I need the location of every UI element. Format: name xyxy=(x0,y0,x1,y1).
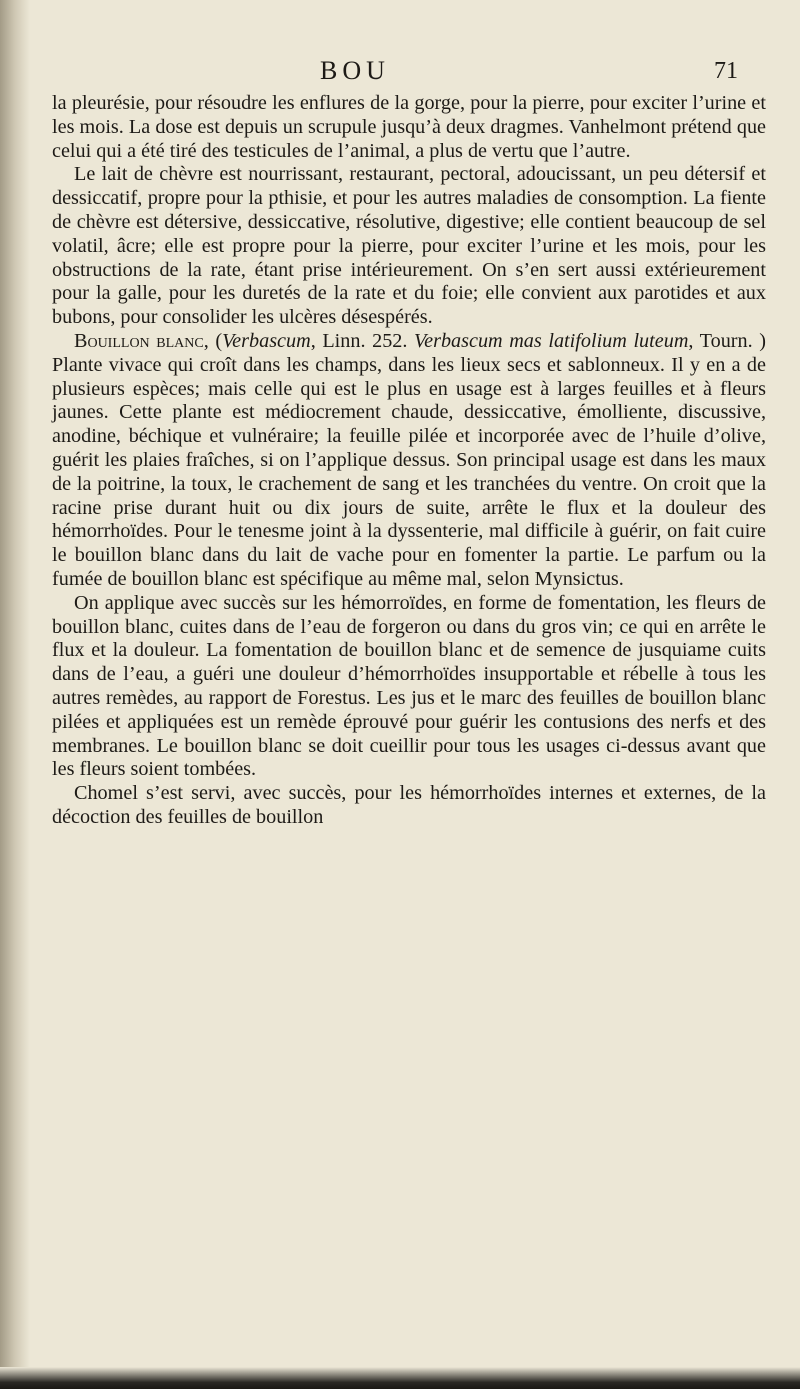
entry-headword: Bouillon blanc xyxy=(74,329,204,352)
paragraph-chomel: Chomel s’est servi, avec succès, pour les hémorrhoïdes internes et externes, de la décoction des feuilles de bouillon xyxy=(52,782,766,828)
body-text xyxy=(52,92,766,830)
paragraph-pleurisy-continuation: la pleurésie, pour résoudre les enflures de la gorge, pour la pierre, pour exciter l’urine et les mois. La dose est depuis un scrupule jusqu’à deux dragmes. Vanhelmont prétend que celui qui a été tiré des testicules de l’animal, a plus de vertu que l’autre. xyxy=(52,92,766,162)
latin-name-tournefort: Verbascum mas latifolium luteum xyxy=(414,329,689,352)
page-number: 71 xyxy=(714,58,738,84)
page-bottom-edge xyxy=(0,1367,800,1389)
entry-open: , ( xyxy=(203,329,223,352)
page-header xyxy=(0,56,800,96)
paragraph-hemorrhoid-remedies: On applique avec succès sur les hémorroïdes, en forme de fomentation, les fleurs de bouillon blanc, cuites dans de l’eau de forgeron ou dans du gros vin; ce qui en arrête le flux et la douleur. La fomentation de bouillon blanc et de semence de jusquiame cuits dans de l’eau, a guéri une douleur d’hémorrhoïdes insupportable et rébelle à tous les autres remèdes, au rapport de Forestus. Les jus et le marc des feuilles de bouillon blanc pilées et appliquées est un remède éprouvé pour guérir les contusions des nerfs et des membranes. Le bouillon blanc se doit cueillir pour tous les usages ci-dessus avant que les fleurs soient tombées. xyxy=(52,591,766,781)
reference-tournefort: , Tourn. ) xyxy=(688,329,766,352)
paragraph-bouillon-blanc xyxy=(52,330,766,592)
running-head: BOU xyxy=(320,56,390,85)
entry-description: Plante vivace qui croît dans les champs, dans les lieux secs et sablonneux. Il y en a de plusieurs espèces; mais celle qui est le plus en usage est à larges feuilles et à fleurs jaunes. Cette plante est médiocrement chaude, dessiccative, émolliente, discussive, anodine, béchique et vulnéraire; la feuille pilée et incorporée avec de l’huile d’olive, guérit les plaies fraîches, si on l’applique dessus. Son principal usage est dans les maux de la poitrine, la toux, le crachement de sang et les tranchées du ventre. On croit que la racine prise durant huit ou dix jours de suite, arrête le flux et la douleur des hémorrhoïdes. Pour le tenesme joint à la dyssenterie, mal difficile à guérir, on fait cuire le bouillon blanc dans du lait de vache pour en fomenter la partie. Le parfum ou la fumée de bouillon blanc est spécifique au même mal, selon Mynsictus. xyxy=(52,353,766,590)
paragraph-goat-milk: Le lait de chèvre est nourrissant, restaurant, pectoral, adoucissant, un peu détersif et dessiccatif, propre pour la pthisie, et pour les autres maladies de consomption. La fiente de chèvre est détersive, dessiccative, résolutive, digestive; elle contient beaucoup de sel volatil, âcre; elle est propre pour la pierre, pour exciter l’urine et les mois, pour les obstructions de la rate, étant prise intérieurement. On s’en sert aussi extérieurement pour la galle, pour les duretés de la rate et du foie; elle convient aux parotides et aux bubons, pour consolider les ulcères désespérés. xyxy=(52,163,766,329)
latin-name-linnaeus: Verbascum xyxy=(222,329,311,352)
page-gutter-shadow xyxy=(0,0,30,1389)
reference-linnaeus: , Linn. 252. xyxy=(310,329,415,352)
